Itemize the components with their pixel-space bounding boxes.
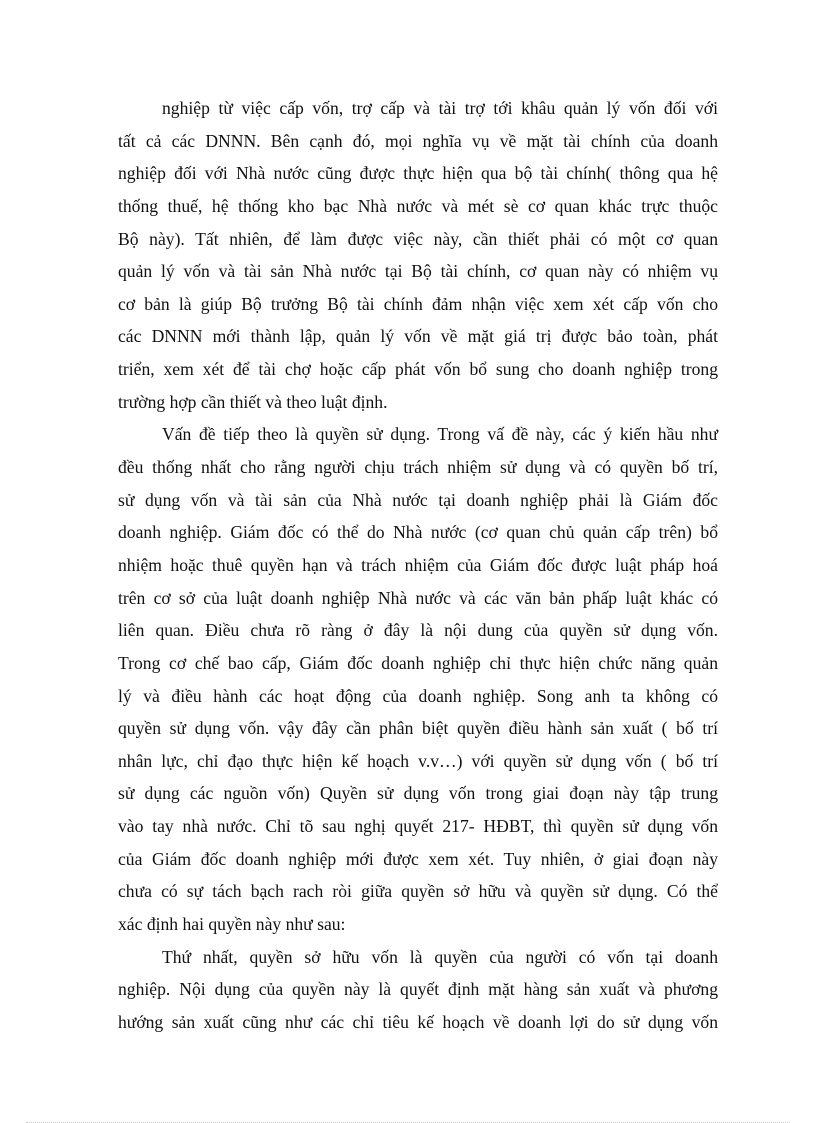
text-line: nhiệm hoặc thuê quyền hạn và trách nhiệm của Giám đốc được luật pháp hoá <box>118 554 718 575</box>
text-line: của Giám đốc doanh nghiệp mới được xem xét. Tuy nhiên, ở giai đoạn này <box>118 848 718 869</box>
text-line: chưa có sự tách bạch rach ròi giữa quyền sở hữu và quyền sử dụng. Có thể <box>118 881 718 902</box>
text-line: tất cả các DNNN. Bên cạnh đó, mọi nghĩa vụ về mặt tài chính của doanh <box>118 130 718 151</box>
text-line: cơ bản là giúp Bộ trưởng Bộ tài chính đảm nhận việc xem xét cấp vốn cho <box>118 293 718 314</box>
paragraph-start-line: Vấn đề tiếp theo là quyền sử dụng. Trong vấ đề này, các ý kiến hầu như <box>162 424 718 445</box>
document-body <box>118 92 718 1039</box>
text-line: đều thống nhất cho rằng người chịu trách nhiệm sử dụng và có quyền bố trí, <box>118 457 718 478</box>
text-line: sử dụng vốn và tài sản của Nhà nước tại doanh nghiệp phải là Giám đốc <box>118 489 718 510</box>
text-line: thống thuế, hệ thống kho bạc Nhà nước và mét sè cơ quan khác trực thuộc <box>118 195 718 216</box>
text-line: liên quan. Điều chưa rõ ràng ở đây là nội dung của quyền sử dụng vốn. <box>118 620 718 641</box>
text-line: lý và điều hành các hoạt động của doanh nghiệp. Song anh ta không có <box>118 685 718 706</box>
text-line: quản lý vốn và tài sản Nhà nước tại Bộ tài chính, cơ quan này có nhiệm vụ <box>118 261 718 282</box>
text-line: nghiệp đối với Nhà nước cũng được thực hiện qua bộ tài chính( thông qua hệ <box>118 163 718 184</box>
paragraph-start-line: Thứ nhất, quyền sở hữu vốn là quyền của người có vốn tại doanh <box>162 946 718 967</box>
text-line: vào tay nhà nước. Chỉ tõ sau nghị quyết 217- HĐBT, thì quyền sử dụng vốn <box>118 816 718 837</box>
text-line: nghiệp. Nội dụng của quyền này là quyết định mặt hàng sản xuất và phương <box>118 979 718 1000</box>
text-line: doanh nghiệp. Giám đốc có thể do Nhà nước (cơ quan chủ quản cấp trên) bổ <box>118 522 718 543</box>
text-line: hướng sản xuất cũng như các chỉ tiêu kế hoạch về doanh lợi do sử dụng vốn <box>118 1011 718 1032</box>
text-line: sử dụng các nguồn vốn) Quyền sử dụng vốn trong giai đoạn này tập trung <box>118 783 718 804</box>
text-line: nhân lực, chỉ đạo thực hiện kế hoạch v.v…) với quyền sử dụng vốn ( bố trí <box>118 750 718 771</box>
text-line: trường hợp cần thiết và theo luật định. <box>118 391 388 412</box>
text-line: quyền sử dụng vốn. vậy đây cần phân biệt quyền điều hành sản xuất ( bố trí <box>118 718 718 739</box>
text-line: xác định hai quyền này như sau: <box>118 914 346 935</box>
text-line: Bộ này). Tất nhiên, để làm được việc này, cần thiết phải có một cơ quan <box>118 228 718 249</box>
text-line: trên cơ sở của luật doanh nghiệp Nhà nước và các văn bản phấp luật khác có <box>118 587 718 608</box>
text-line: Trong cơ chế bao cấp, Giám đốc doanh nghiệp chỉ thực hiện chức năng quản <box>118 652 718 673</box>
text-line: triển, xem xét để tài chợ hoặc cấp phát vốn bổ sung cho doanh nghiệp trong <box>118 359 718 380</box>
text-line: các DNNN mới thành lập, quản lý vốn về mặt giá trị được bảo toàn, phát <box>118 326 718 347</box>
text-line: nghiệp từ việc cấp vốn, trợ cấp và tài trợ tới khâu quản lý vốn đối với <box>162 98 718 118</box>
